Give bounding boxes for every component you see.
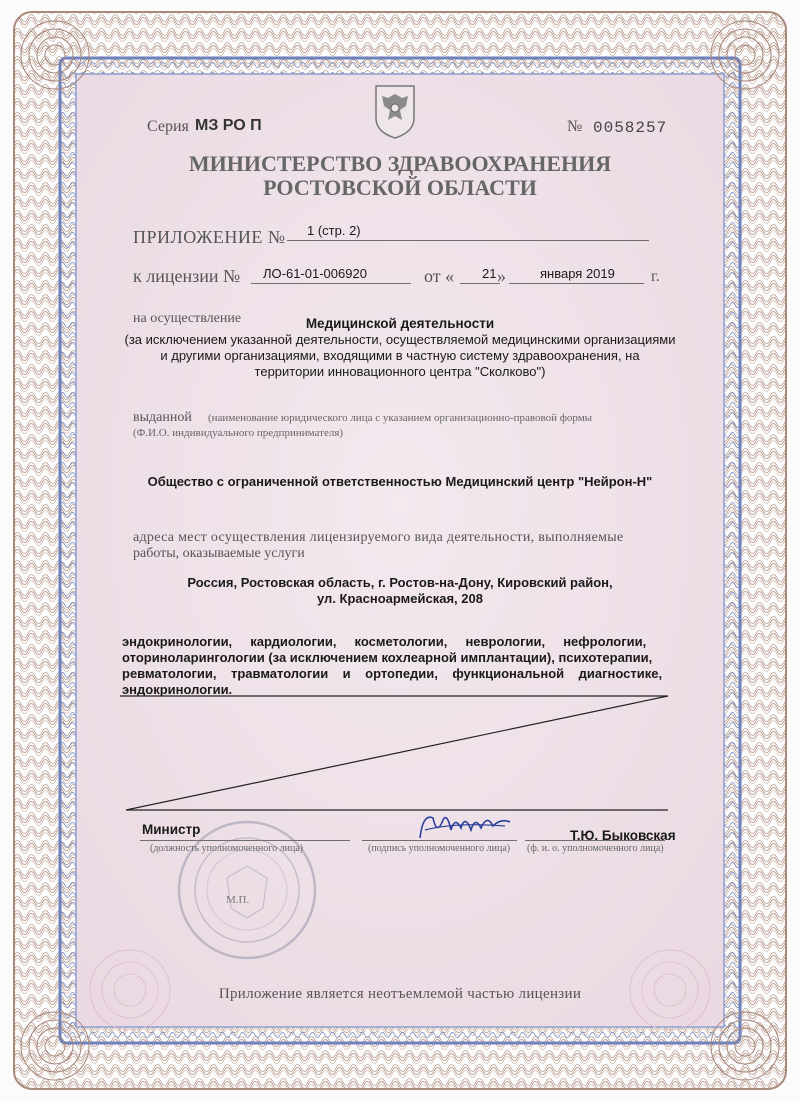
activity-detail-1: (за исключением указанной деятельности, осуществляемой медицинскими организациями — [124, 332, 676, 347]
activity-title: Медицинской деятельности — [305, 316, 495, 331]
issued-note-2: (Ф.И.О. индивидуального предпринимателя) — [133, 427, 344, 439]
signer-name-note: (ф. и. о. уполномоченного лица) — [527, 843, 664, 854]
services-line-1: эндокринологии, кардиологии, косметологии, неврологии, нефрологии, — [122, 634, 647, 649]
appendix-underline — [287, 240, 649, 241]
activity-detail-2: и другими организациями, входящими в частную систему здравоохранения, на — [160, 348, 640, 363]
stamp-place-label: М.П. — [226, 894, 250, 906]
license-year-suffix: г. — [651, 268, 660, 285]
license-day: 21 — [482, 266, 497, 281]
ministry-title-line2: РОСТОВСКОЙ ОБЛАСТИ — [263, 175, 537, 200]
license-number-underline — [251, 283, 411, 284]
issued-company-name: Общество с ограниченной ответственностью Медицинский центр "Нейрон-Н" — [147, 474, 653, 489]
signer-name: Т.Ю. Быковская — [570, 828, 676, 843]
signer-position-note: (должность уполномоченного лица) — [150, 843, 304, 854]
services-line-3: ревматологии, травматологии и ортопедии, функциональной диагностике, — [122, 666, 663, 681]
blank-space-z-line — [120, 690, 680, 820]
appendix-value: 1 (стр. 2) — [307, 223, 361, 238]
coat-of-arms-emblem — [370, 82, 420, 140]
issued-label: выданной — [133, 410, 192, 425]
license-date-underline — [509, 283, 644, 284]
ministry-title-line1: МИНИСТЕРСТВО ЗДРАВООХРАНЕНИЯ — [188, 151, 612, 176]
license-number: ЛО-61-01-006920 — [263, 266, 367, 281]
series-value: МЗ РО П — [195, 117, 262, 134]
signature-underline — [362, 840, 517, 841]
footer-text: Приложение является неотъемлемой частью лицензии — [218, 986, 582, 1002]
issued-note-1: (наименование юридического лица с указанием организационно-правовой формы — [208, 412, 593, 424]
address-line-2: ул. Красноармейская, 208 — [317, 591, 483, 606]
signer-position: Министр — [142, 822, 201, 837]
signer-position-underline — [140, 840, 350, 841]
signature-note: (подпись уполномоченного лица) — [368, 843, 511, 854]
license-day-underline — [460, 283, 500, 284]
address-line-1: Россия, Ростовская область, г. Ростов-на-Дону, Кировский район, — [187, 575, 613, 590]
number-value: 0058257 — [593, 119, 668, 137]
address-label-2: работы, оказываемые услуги — [133, 546, 305, 561]
license-from-label: от « — [424, 266, 455, 286]
license-month-year: января 2019 — [540, 266, 615, 281]
license-label: к лицензии № — [133, 266, 241, 286]
activity-detail-3: территории инновационного центра "Сколково") — [254, 364, 546, 379]
services-line-4: эндокринологии. — [122, 682, 233, 697]
series-label: Серия — [147, 118, 189, 135]
address-label-1: адреса мест осуществления лицензируемого вида деятельности, выполняемые — [133, 530, 624, 545]
license-day-close: » — [497, 266, 506, 286]
number-label: № — [567, 118, 583, 135]
activity-label: на осуществление — [133, 311, 242, 326]
services-line-2: оториноларингологии (за исключением кохлеарной имплантации), психотерапии, — [122, 650, 653, 665]
appendix-label: ПРИЛОЖЕНИЕ № — [133, 227, 286, 247]
signer-name-underline — [525, 840, 665, 841]
